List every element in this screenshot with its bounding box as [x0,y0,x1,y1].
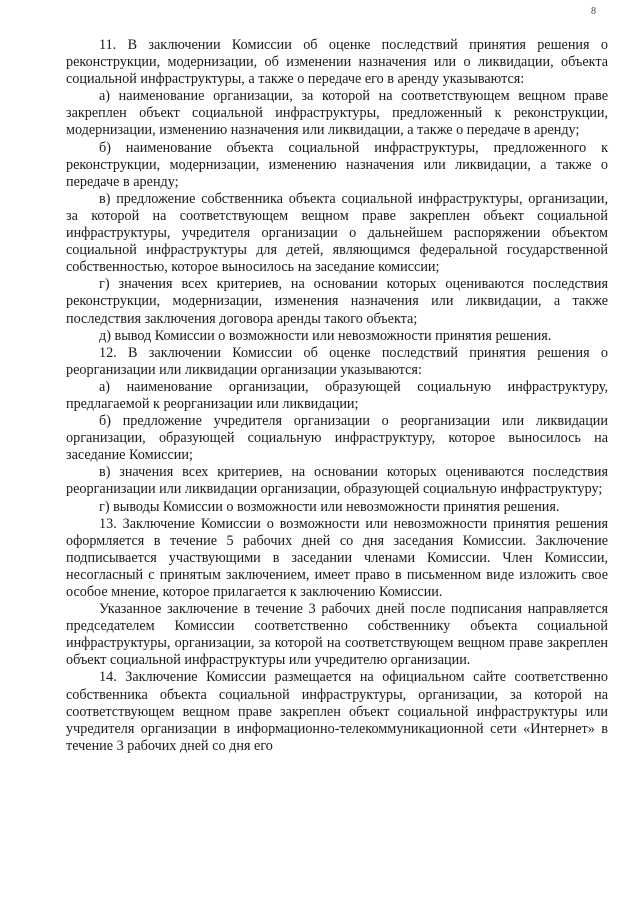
paragraph-11-v: в) предложение собственника объекта социальной инфраструктуры, организации, за которой на соответствующем вещном праве закреплен объект социальной инфраструктуры, учредителя организации о дальнейшем распоряжении объектом социальной инфраструктуры для детей, являющимся федеральной государственной собственностью, которое выносилось на заседание комиссии; [66,190,608,276]
document-body [66,37,608,755]
page-number: 8 [591,6,596,17]
paragraph-12-b: б) предложение учредителя организации о реорганизации или ликвидации организации, образующей социальную инфраструктуру, которое выносилось на заседание Комиссии; [66,413,608,464]
paragraph-13: 13. Заключение Комиссии о возможности или невозможности принятия решения оформляется в течение 5 рабочих дней со дня заседания Комиссии. Заключение подписывается участвующими в заседании членами Комиссии. Член Комиссии, несогласный с принятым заключением, имеет право в письменном виде изложить свое особое мнение, которое прилагается к заключению Комиссии. [66,515,608,600]
paragraph-12-intro: 12. В заключении Комиссии об оценке последствий принятия решения о реорганизации или ликвидации организации указываются: [66,344,608,378]
paragraph-14: 14. Заключение Комиссии размещается на официальном сайте соответственно собственника объекта социальной инфраструктуры, организации, за которой на соответствующем вещном праве закреплен объект социальной инфраструктуры или учредителя организации в информационно-телекоммуникационной сети «Интернет» в течение 3 рабочих дней со дня его [66,669,608,754]
paragraph-11-b: б) наименование объекта социальной инфраструктуры, предложенного к реконструкции, модернизации, изменению назначения или ликвидации, а также о передаче в аренду; [66,139,608,190]
paragraph-11-g: г) значения всех критериев, на основании которых оцениваются последствия реконструкции, модернизации, изменения назначения или ликвидации, а также последствия заключения договора аренды такого объекта; [66,276,608,327]
paragraph-12-v: в) значения всех критериев, на основании которых оцениваются последствия реорганизации или ликвидации организации, образующей социальную инфраструктуру; [66,464,608,498]
paragraph-11-d: д) вывод Комиссии о возможности или невозможности принятия решения. [99,327,552,344]
paragraph-11-a: а) наименование организации, за которой на соответствующем вещном праве закреплен объект социальной инфраструктуры, предложенный к реконструкции, модернизации, изменению назначения или ликвидации, а также о передаче в аренду; [66,88,608,139]
paragraph-13-continued: Указанное заключение в течение 3 рабочих дней после подписания направляется председателем Комиссии соответственно собственнику объекта социальной инфраструктуры, организации, за которой на соответствующем вещном праве закреплен объект социальной инфраструктуры или учредителю организации. [66,601,608,669]
paragraph-11-intro: 11. В заключении Комиссии об оценке последствий принятия решения о реконструкции, модернизации, об изменении назначения или о ликвидации, объекта социальной инфраструктуры, а также о передаче его в аренду указываются: [66,37,608,88]
paragraph-12-a: а) наименование организации, образующей социальную инфраструктуру, предлагаемой к реорганизации или ликвидации; [66,378,608,412]
paragraph-12-g: г) выводы Комиссии о возможности или невозможности принятия решения. [99,498,560,515]
